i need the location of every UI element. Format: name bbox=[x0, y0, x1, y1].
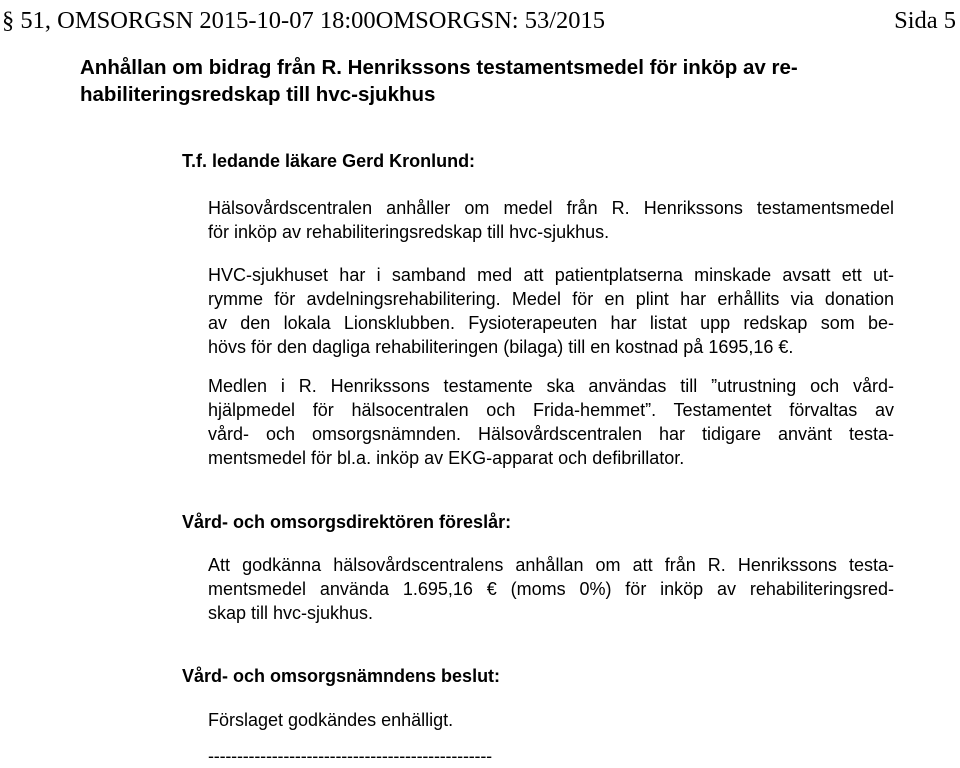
text-line: Medlen i R. Henrikssons testamente ska användas till ”utrustning och vård- bbox=[208, 376, 894, 396]
title-line: habiliteringsredskap till hvc-sjukhus bbox=[80, 83, 436, 106]
text-line: hjälpmedel för hälsocentralen och Frida-hemmet”. Testamentet förvaltas av bbox=[208, 400, 894, 420]
text-line: Förslaget godkändes enhälligt. bbox=[208, 710, 454, 730]
paragraph-request bbox=[208, 196, 894, 244]
section-reference: § 51, OMSORGSN 2015-10-07 18:00OMSORGSN: 53/2015 bbox=[2, 7, 606, 34]
document-title bbox=[80, 54, 880, 108]
text-line: mentsmedel använda 1.695,16 € (moms 0%) för inköp av rehabiliteringsred- bbox=[208, 579, 894, 599]
text-line: Att godkänna hälsovårdscentralens anhållan om att från R. Henrikssons testa- bbox=[208, 555, 894, 575]
text-line: vård- och omsorgsnämnden. Hälsovårdscentralen har tidigare använt testa- bbox=[208, 424, 894, 444]
page-number: Sida 5 bbox=[894, 7, 956, 34]
text-line: för inköp av rehabiliteringsredskap till hvc-sjukhus. bbox=[208, 222, 610, 242]
title-line: Anhållan om bidrag från R. Henrikssons testamentsmedel för inköp av re- bbox=[80, 56, 798, 79]
paragraph-testament bbox=[208, 374, 894, 470]
text-line: av den lokala Lionsklubben. Fysioterapeuten har listat upp redskap som be- bbox=[208, 313, 894, 333]
statement-heading: T.f. ledande läkare Gerd Kronlund: bbox=[182, 151, 476, 171]
text-line: skap till hvc-sjukhus. bbox=[208, 603, 374, 623]
proposal-heading: Vård- och omsorgsdirektören föreslår: bbox=[182, 512, 512, 532]
text-line: hövs för den dagliga rehabiliteringen (bilaga) till en kostnad på 1695,16 €. bbox=[208, 337, 794, 357]
page-header bbox=[0, 4, 960, 38]
paragraph-background bbox=[208, 263, 894, 359]
text-line: HVC-sjukhuset har i samband med att patientplatserna minskade avsatt ett ut- bbox=[208, 265, 894, 285]
decision-heading: Vård- och omsorgsnämndens beslut: bbox=[182, 666, 501, 686]
text-line: mentsmedel för bl.a. inköp av EKG-apparat och defibrillator. bbox=[208, 448, 685, 468]
paragraph-decision bbox=[208, 708, 894, 732]
separator-line: ------------------------------------------------- bbox=[208, 746, 492, 766]
text-line: rymme för avdelningsrehabilitering. Medel för en plint har erhållits via donation bbox=[208, 289, 894, 309]
paragraph-proposal bbox=[208, 553, 894, 625]
text-line: Hälsovårdscentralen anhåller om medel från R. Henrikssons testamentsmedel bbox=[208, 198, 894, 218]
